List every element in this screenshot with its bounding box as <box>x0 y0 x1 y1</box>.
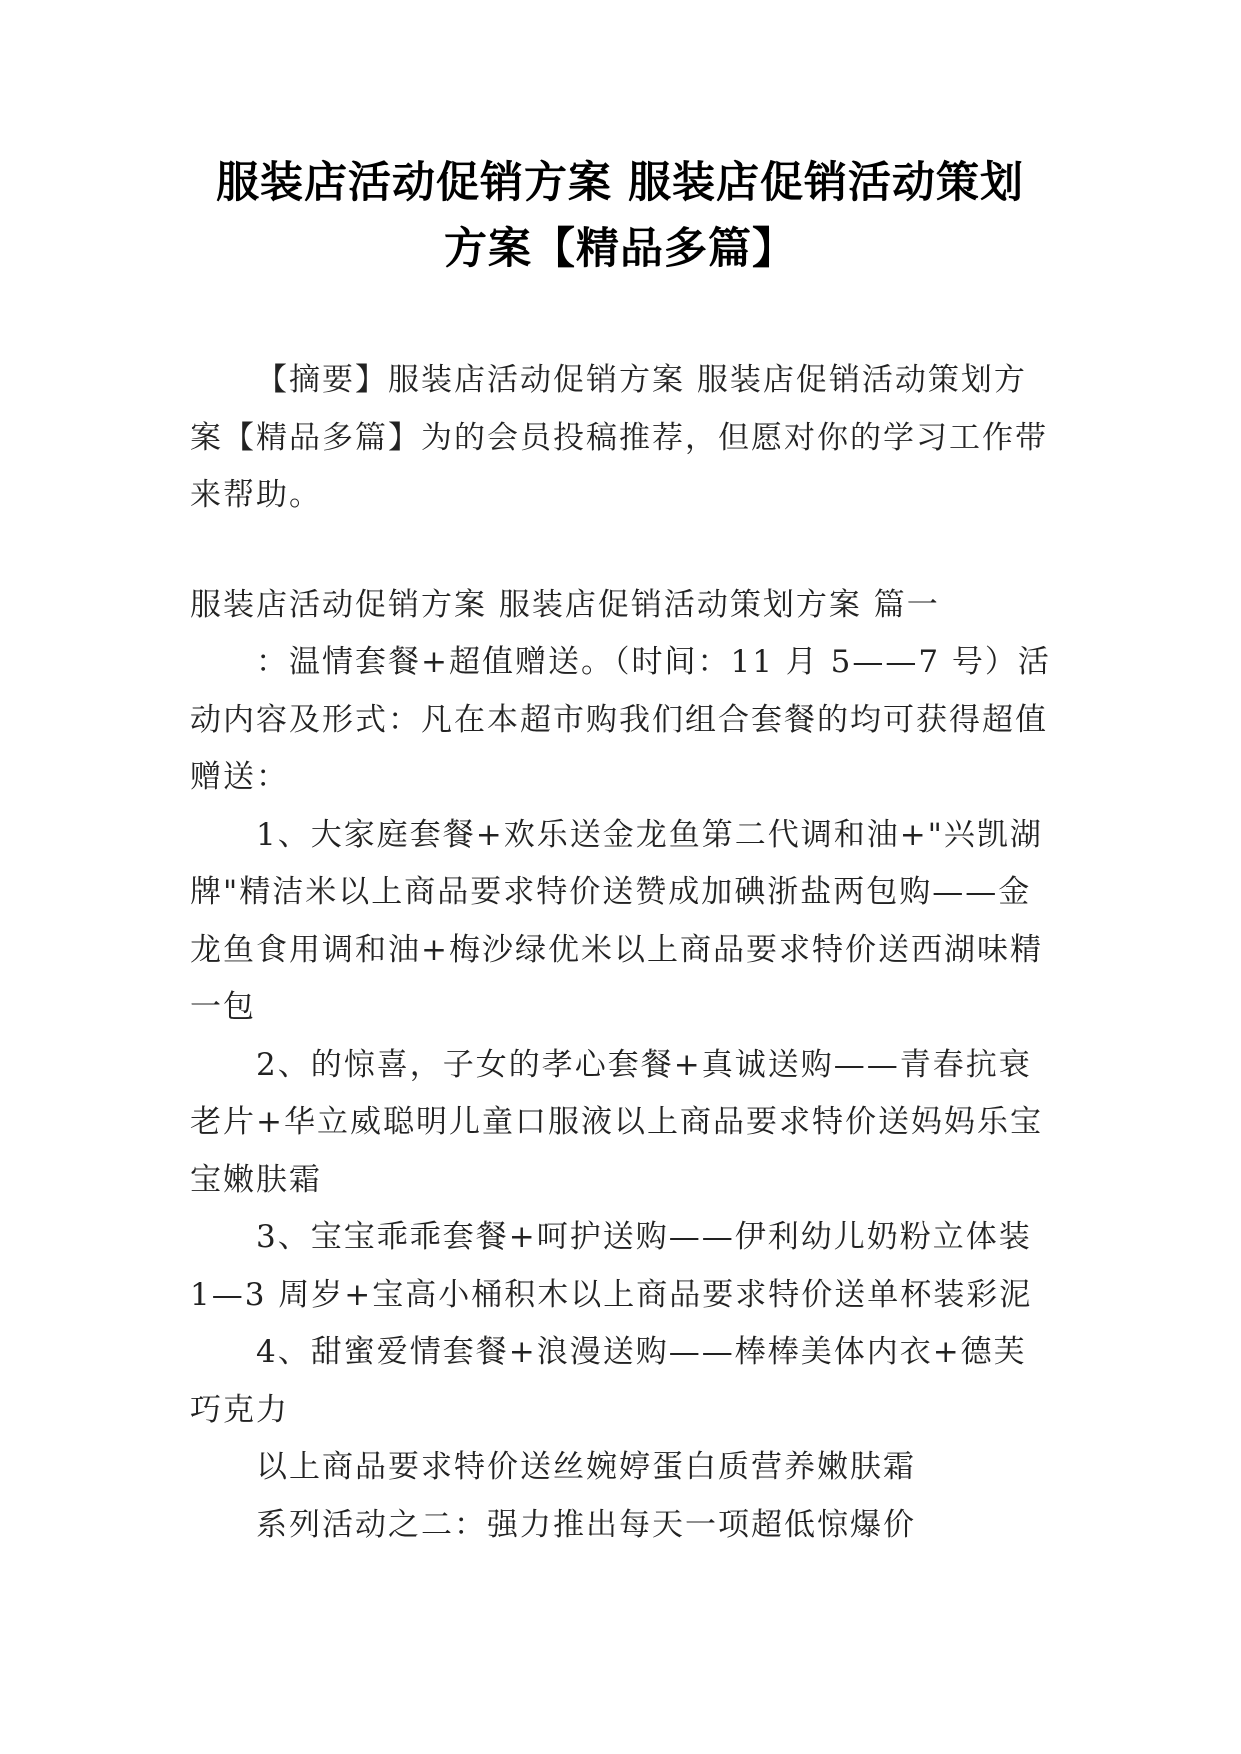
body-paragraph: 3、宝宝乖乖套餐+呵护送购——伊利幼儿奶粉立体装 <box>256 1219 1032 1255</box>
body-paragraph: ：温情套餐+超值赠送。（时间：11 月 5——7 号）活动内容及形式：凡在本超市购我们组合套餐的均可获得超值赠送： <box>190 644 1051 795</box>
body-paragraph: 2、的惊喜，子女的孝心套餐+真诚送购——青春抗衰老片+华立威聪明儿童口服液以上商品要求特价送妈妈乐宝宝嫩肤霜 <box>190 1046 1043 1198</box>
document-title <box>185 150 1055 282</box>
body-paragraph: 系列活动之二：强力推出每天一项超低惊爆价 <box>256 1506 916 1543</box>
body-paragraph: 以上商品要求特价送丝婉婷蛋白质营养嫩肤霜 <box>256 1449 916 1485</box>
title-line-2: 方案【精品多篇】 <box>444 224 796 274</box>
body-paragraph: 1—3 周岁+宝高小桶积木以上商品要求特价送单杯装彩泥 <box>190 1276 1033 1313</box>
document-body <box>190 352 1055 1554</box>
body-paragraph: 4、甜蜜爱情套餐+浪漫送购——棒棒美体内衣+德芙巧克力 <box>190 1334 1027 1428</box>
body-paragraph: 1、大家庭套餐+欢乐送金龙鱼第二代调和油+"兴凯湖牌"精洁米以上商品要求特价送赞成加碘浙盐两包购——金龙鱼食用调和油+梅沙绿优米以上商品要求特价送西湖味精一包 <box>190 816 1043 1025</box>
title-line-1: 服装店活动促销方案 服装店促销活动策划 <box>216 158 1024 208</box>
section-heading: 服装店活动促销方案 服装店促销活动策划方案 篇一 <box>190 586 940 623</box>
paragraph-gap <box>190 525 1055 577</box>
abstract-paragraph: 【摘要】服装店活动促销方案 服装店促销活动策划方案【精品多篇】为的会员投稿推荐，但愿对你的学习工作带来帮助。 <box>190 362 1048 513</box>
